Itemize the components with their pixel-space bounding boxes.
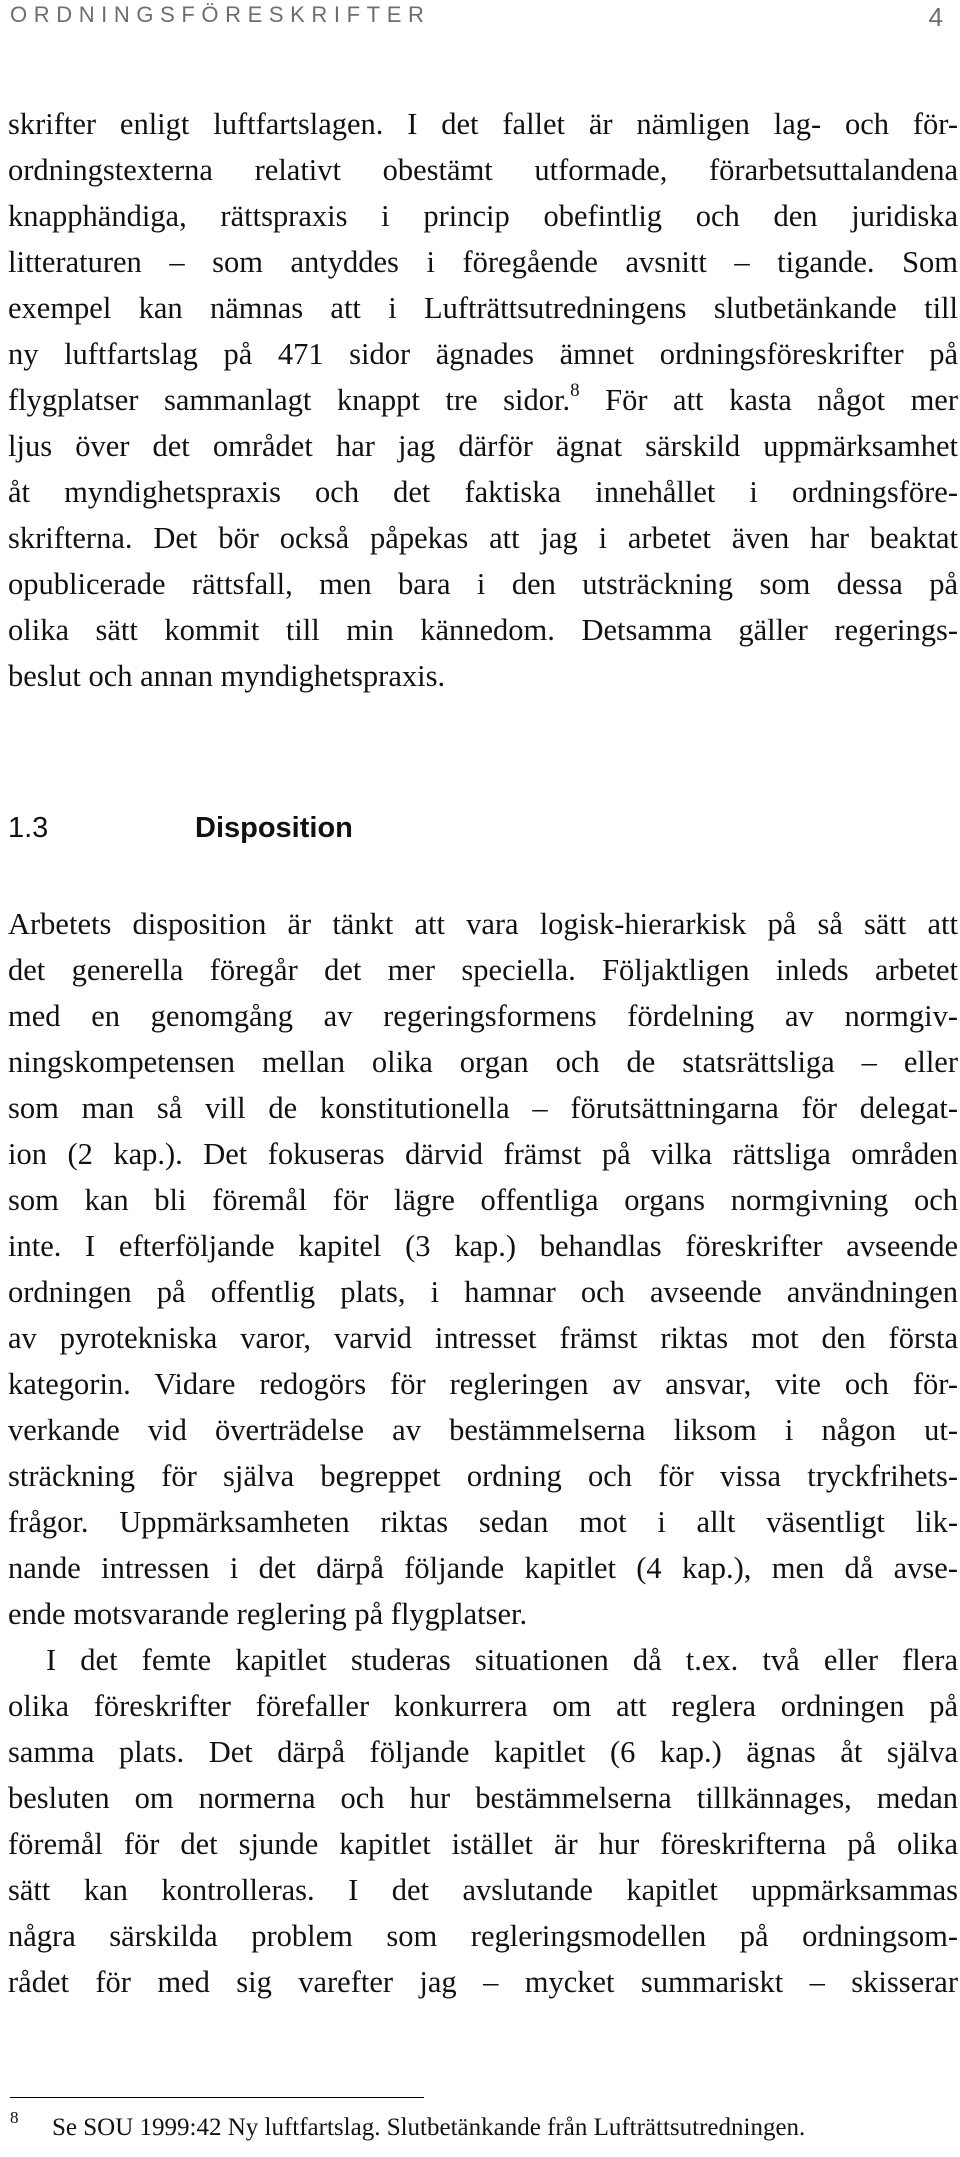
text-line: opublicerade rättsfall, men bara i den utsträckning som dessa på bbox=[8, 567, 958, 601]
text-line: med en genomgång av regeringsformens fördelning av normgiv- bbox=[8, 999, 958, 1033]
text-line: ordningen på offentlig plats, i hamnar och avseende användningen bbox=[8, 1275, 958, 1309]
text-line: sträckning för själva begreppet ordning och för vissa tryckfrihets- bbox=[8, 1459, 958, 1493]
paragraph-chapters bbox=[8, 1637, 958, 2005]
paragraph-sources bbox=[8, 101, 958, 699]
text-line: verkande vid överträdelse av bestämmelserna liksom i någon ut- bbox=[8, 1413, 958, 1447]
text-line: några särskilda problem som regleringsmodellen på ordningsom- bbox=[8, 1919, 958, 1953]
section-heading bbox=[8, 808, 353, 848]
text-line: samma plats. Det därpå följande kapitlet (6 kap.) ägnas åt själva bbox=[8, 1735, 958, 1769]
footnote-separator bbox=[10, 2097, 424, 2098]
text-line: nande intressen i det därpå följande kapitlet (4 kap.), men då avse- bbox=[8, 1551, 958, 1585]
text-line: åt myndighetspraxis och det faktiska innehållet i ordningsföre- bbox=[8, 475, 958, 509]
text-line: föremål för det sjunde kapitlet istället är hur föreskrifterna på olika bbox=[8, 1827, 958, 1861]
text-line: I det femte kapitlet studeras situationen då t.ex. två eller flera bbox=[46, 1643, 958, 1677]
text-line: knapphändiga, rättspraxis i princip obefintlig och den juridiska bbox=[8, 199, 958, 233]
text-line: ordningstexterna relativt obestämt utformade, förarbetsuttalandena bbox=[8, 153, 958, 187]
text-line: ende motsvarande reglering på flygplatser. bbox=[8, 1597, 528, 1631]
text-line: skrifter enligt luftfartslagen. I det fallet är nämligen lag- och för- bbox=[8, 107, 958, 141]
text-line: olika föreskrifter förefaller konkurrera om att reglera ordningen på bbox=[8, 1689, 958, 1723]
text-line: frågor. Uppmärksamheten riktas sedan mot i allt väsentligt lik- bbox=[8, 1505, 958, 1539]
text-line: kategorin. Vidare redogörs för regleringen av ansvar, vite och för- bbox=[8, 1367, 958, 1401]
text-line: besluten om normerna och hur bestämmelserna tillkännages, medan bbox=[8, 1781, 958, 1815]
footnote-text: Se SOU 1999:42 Ny luftfartslag. Slutbetänkande från Lufträttsutredningen. bbox=[52, 2114, 806, 2141]
text-line: av pyrotekniska varor, varvid intresset främst riktas mot den första bbox=[8, 1321, 958, 1355]
running-title: ORDNINGSFÖRESKRIFTER bbox=[10, 2, 431, 27]
running-header bbox=[10, 2, 960, 38]
text-line: rådet för med sig varefter jag – mycket summariskt – skisserar bbox=[8, 1965, 958, 1999]
text-line: litteraturen – som antyddes i föregående avsnitt – tigande. Som bbox=[8, 245, 958, 279]
text-line: inte. I efterföljande kapitel (3 kap.) behandlas föreskrifter avseende bbox=[8, 1229, 958, 1263]
section-title: Disposition bbox=[195, 812, 353, 844]
text-line: ljus över det området har jag därför ägnat särskild uppmärksamhet bbox=[8, 429, 958, 463]
text-fragment: För att kasta något mer bbox=[605, 383, 959, 417]
section-number: 1.3 bbox=[8, 812, 49, 844]
text-line: beslut och annan myndighetspraxis. bbox=[8, 659, 446, 693]
footnote-mark: 8 bbox=[10, 2108, 19, 2127]
text-line: Arbetets disposition är tänkt att vara logisk-hierarkisk på så sätt att bbox=[8, 907, 958, 941]
page-number: 4 bbox=[928, 2, 943, 32]
text-line: ningskompetensen mellan olika organ och de statsrättsliga – eller bbox=[8, 1045, 958, 1079]
text-fragment: flygplatser sammanlagt knappt tre sidor. bbox=[8, 383, 571, 417]
text-line: exempel kan nämnas att i Lufträttsutredningens slutbetänkande till bbox=[8, 291, 958, 325]
text-line: som kan bli föremål för lägre offentliga organs normgivning och bbox=[8, 1183, 958, 1217]
paragraph-disposition bbox=[8, 901, 958, 1637]
text-line: sätt kan kontrolleras. I det avslutande kapitlet uppmärksammas bbox=[8, 1873, 958, 1907]
text-line: ion (2 kap.). Det fokuseras därvid främst på vilka rättsliga områden bbox=[8, 1137, 958, 1171]
text-line: olika sätt kommit till min kännedom. Detsamma gäller regerings- bbox=[8, 613, 958, 647]
text-line: skrifterna. Det bör också påpekas att jag i arbetet även har beaktat bbox=[8, 521, 958, 555]
text-line: det generella föregår det mer speciella. Följaktligen inleds arbetet bbox=[8, 953, 958, 987]
footnote bbox=[10, 2106, 960, 2146]
text-line: ny luftfartslag på 471 sidor ägnades ämnet ordningsföreskrifter på bbox=[8, 337, 958, 371]
footnote-reference[interactable]: 8 bbox=[570, 380, 580, 401]
text-line: som man så vill de konstitutionella – förutsättningarna för delegat- bbox=[8, 1091, 958, 1125]
text-line-with-footnote bbox=[8, 377, 958, 423]
